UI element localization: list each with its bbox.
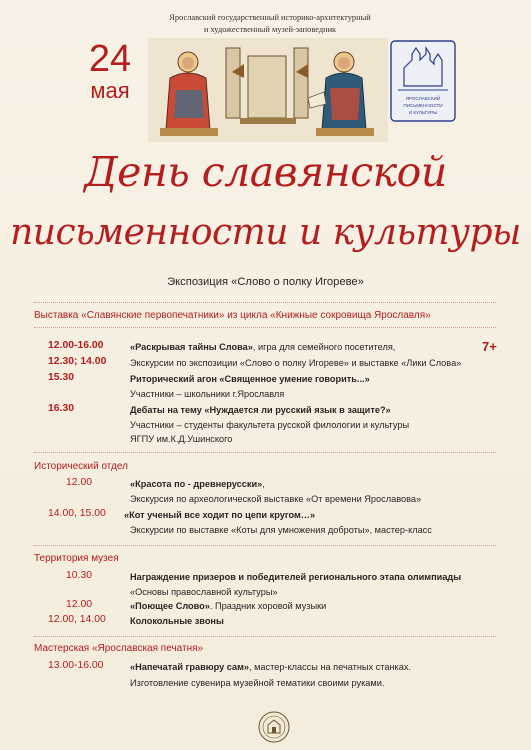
time-label: 12.30; 14.00 bbox=[48, 356, 107, 367]
divider bbox=[34, 452, 496, 453]
section-heading: Исторический отдел bbox=[34, 461, 128, 472]
event-line: Экскурсии по выставке «Коты для умножения доброты», мастер-класс bbox=[130, 525, 432, 535]
age-rating-badge: 7+ bbox=[482, 339, 497, 354]
event-line: «Кот ученый все ходит по цепи кругом…» bbox=[124, 510, 316, 520]
divider bbox=[34, 302, 496, 303]
title-line1: День славянской bbox=[84, 148, 447, 196]
time-label: 12.00 bbox=[66, 599, 93, 610]
exhibition-heading: Выставка «Славянские первопечатники» из цикла «Книжные сокровища Ярославля» bbox=[34, 310, 431, 321]
medieval-scribes-illustration bbox=[148, 38, 388, 142]
event-line: «Раскрывая тайны Слова», игра для семейного посетителя, bbox=[130, 342, 396, 352]
svg-text:ЯРОСЛАВСКИЙ: ЯРОСЛАВСКИЙ bbox=[405, 96, 441, 101]
event-date bbox=[70, 40, 150, 102]
section-heading: Мастерская «Ярославская печатня» bbox=[34, 643, 204, 654]
museum-name bbox=[150, 12, 390, 36]
event-line: «Основы православной культуры» bbox=[130, 587, 278, 597]
svg-text:И КУЛЬТУРЫ: И КУЛЬТУРЫ bbox=[408, 110, 438, 115]
event-participants: Участники – школьники г.Ярославля bbox=[130, 389, 285, 399]
museum-logo-icon bbox=[258, 711, 290, 743]
exposition-title: Экспозиция «Слово о полку Игореве» bbox=[167, 276, 364, 288]
section-heading: Территория музея bbox=[34, 553, 119, 564]
time-label: 16.30 bbox=[48, 403, 75, 414]
time-label: 10.30 bbox=[66, 570, 93, 581]
event-line: Дебаты на тему «Нуждается ли русский язык в защите?» bbox=[130, 405, 391, 415]
time-label: 13.00-16.00 bbox=[48, 660, 104, 671]
event-line: «Поющее Слово». Праздник хоровой музыки bbox=[130, 601, 327, 611]
museum-seal-icon bbox=[390, 40, 456, 122]
event-participants: Участники – студенты факультета русской филологии и культуры bbox=[130, 420, 410, 430]
time-label: 12.00-16.00 bbox=[48, 340, 104, 351]
date-day: 24 bbox=[88, 38, 132, 80]
event-line: Экскурсия по археологической выставке «От времени Ярославова» bbox=[130, 494, 422, 504]
event-participants: ЯГПУ им.К.Д.Ушинского bbox=[130, 434, 233, 444]
svg-text:ПИСЬМЕННОСТИ: ПИСЬМЕННОСТИ bbox=[403, 103, 443, 108]
event-line: Изготовление сувенира музейной тематики своими руками. bbox=[130, 678, 385, 688]
event-line: Экскурсии по экспозиции «Слово о полку Игореве» и выставке «Лики Слова» bbox=[130, 358, 462, 368]
divider bbox=[34, 545, 496, 546]
time-label: 14.00, 15.00 bbox=[48, 508, 106, 519]
divider bbox=[34, 327, 496, 328]
date-month: мая bbox=[90, 78, 130, 103]
museum-name-line2: и художественный музей-заповедник bbox=[203, 25, 337, 34]
title-line2: письменности и культуры bbox=[10, 212, 521, 253]
time-label: 12.00, 14.00 bbox=[48, 614, 106, 625]
time-label: 15.30 bbox=[48, 372, 75, 383]
museum-name-line1: Ярославский государственный историко-архитектурный bbox=[169, 13, 371, 22]
event-line: Колокольные звоны bbox=[130, 616, 224, 626]
divider bbox=[34, 636, 496, 637]
event-line: «Напечатай гравюру сам», мастер-классы на печатных станках. bbox=[130, 662, 412, 672]
event-line: Риторический агон «Священное умение говорить...» bbox=[130, 374, 370, 384]
event-line: «Красота по - древнерусски», bbox=[130, 479, 265, 489]
event-line: Награждение призеров и победителей регионального этапа олимпиады bbox=[130, 572, 462, 582]
time-label: 12.00 bbox=[66, 477, 93, 488]
